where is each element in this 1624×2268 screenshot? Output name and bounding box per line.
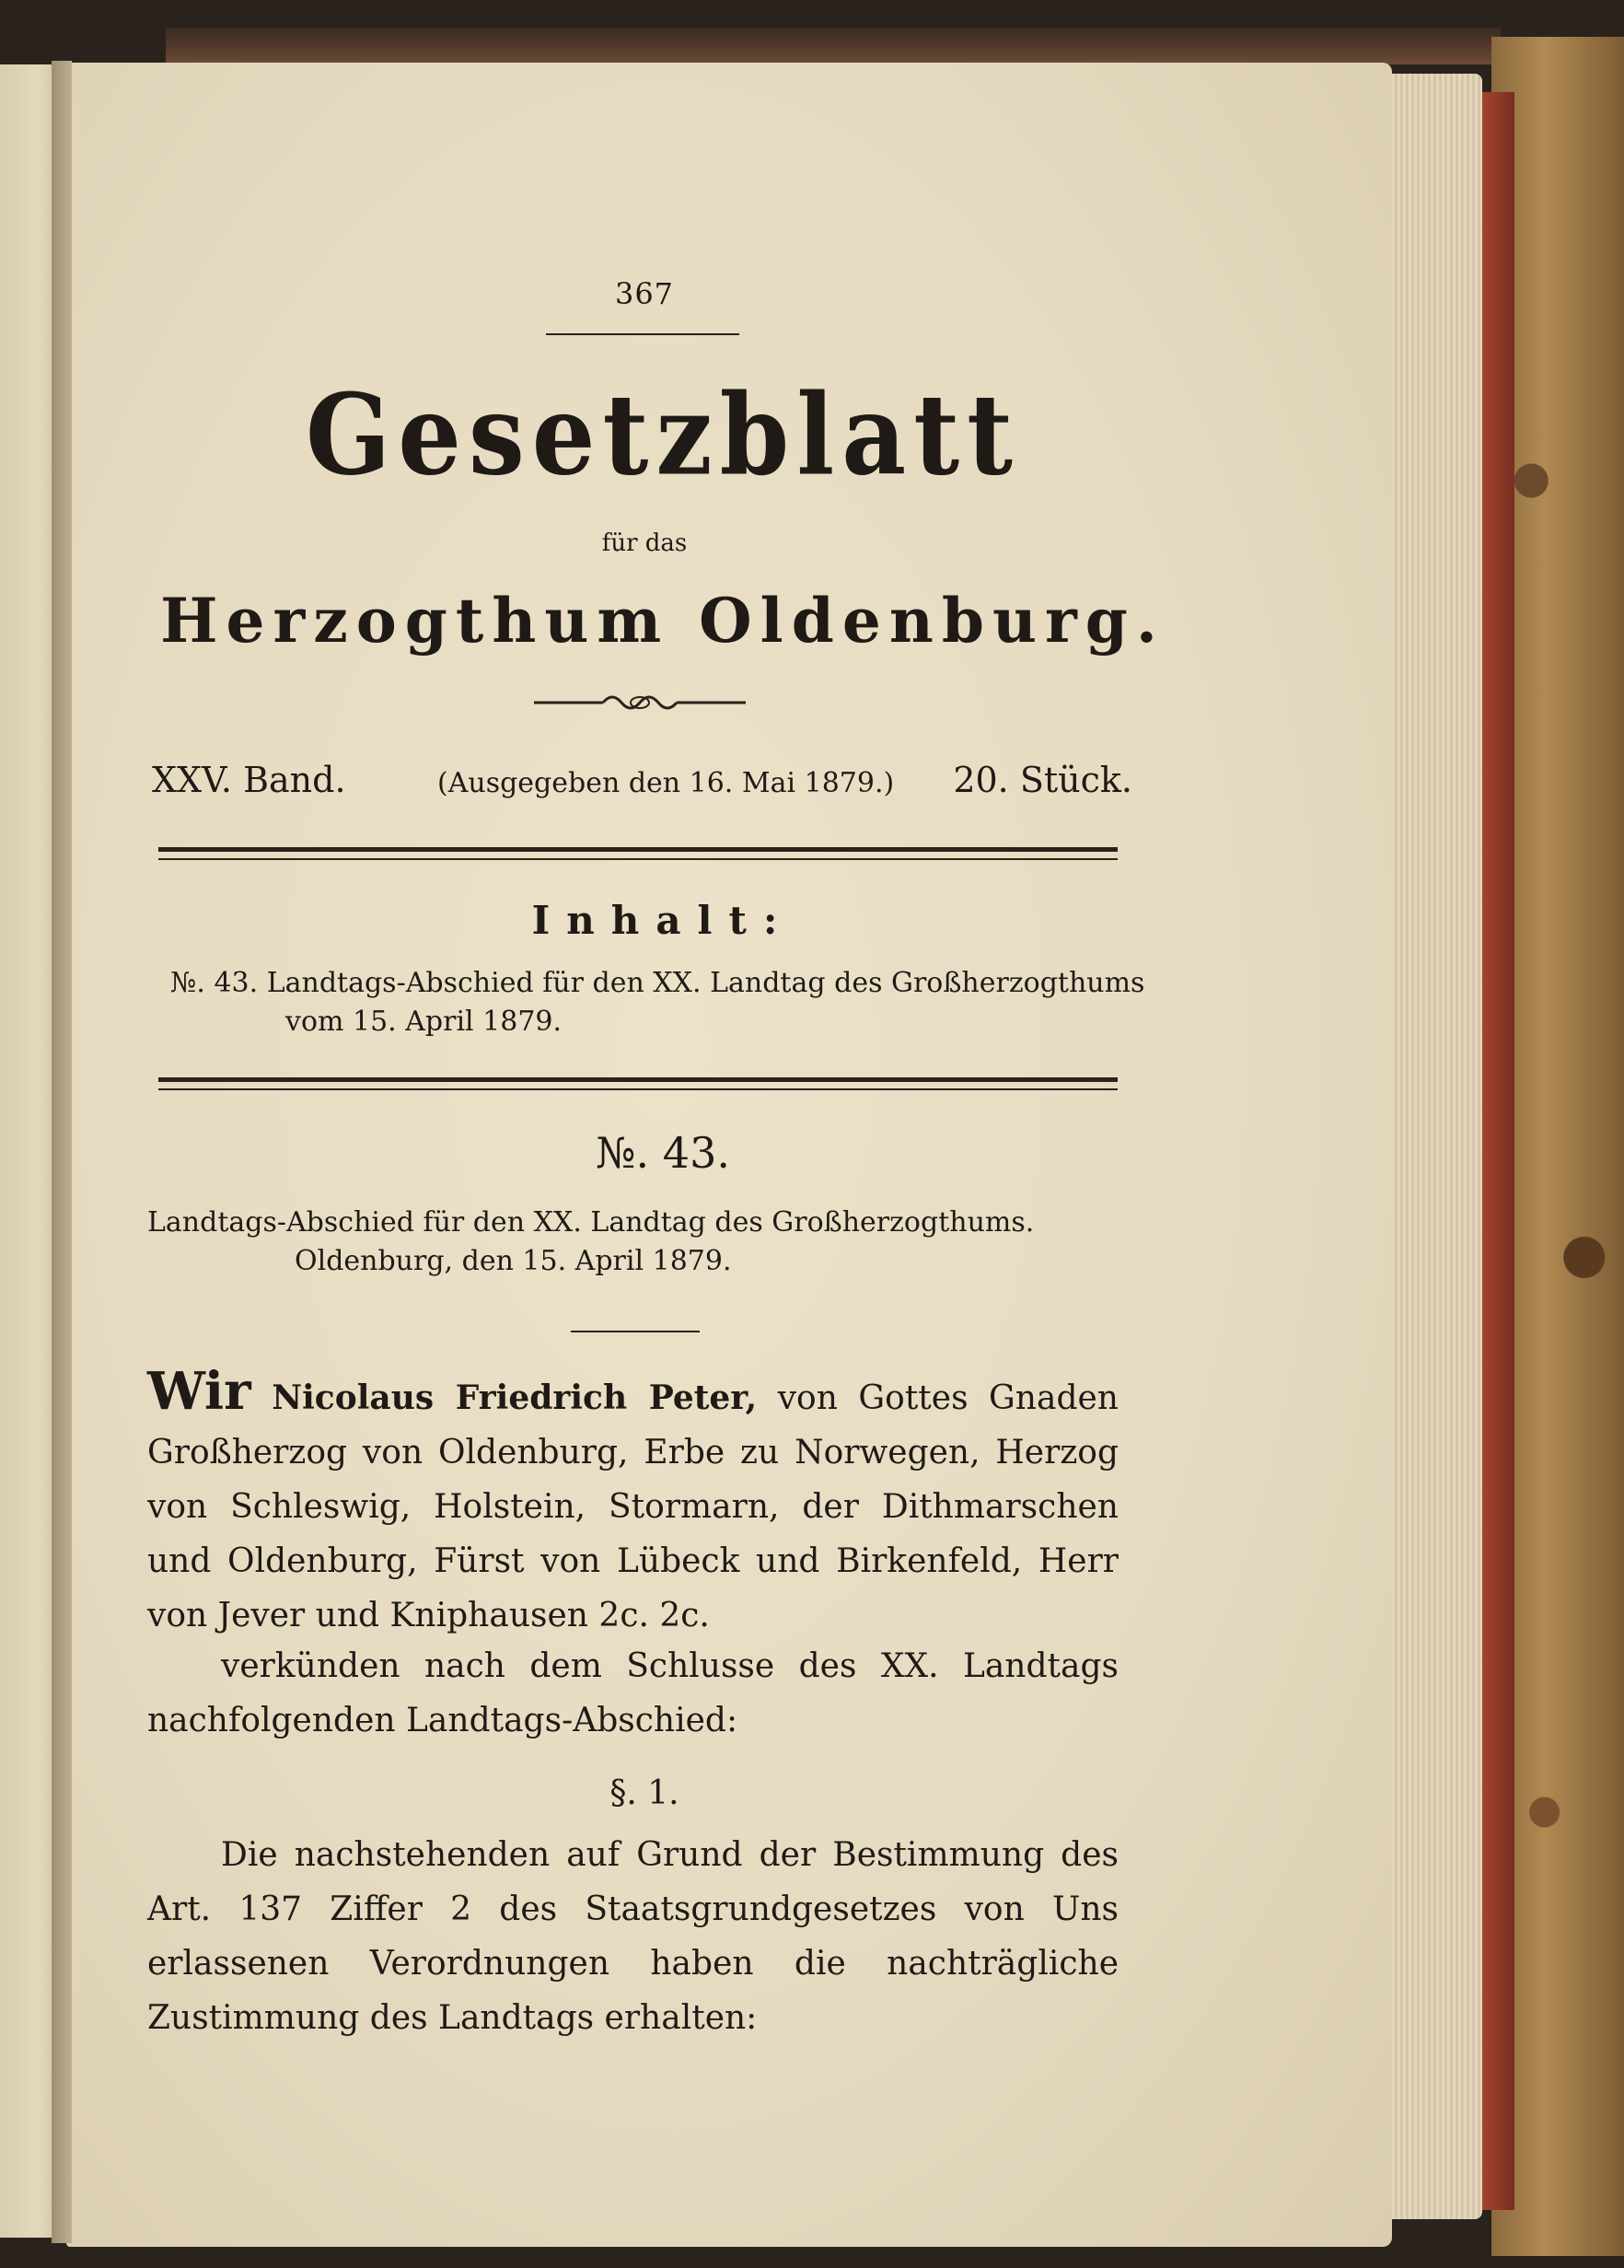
- document-number: №. 43.: [596, 1128, 730, 1178]
- document-title: Landtags-Abschied für den XX. Landtag des Großherzogthums.: [147, 1206, 1035, 1239]
- publication-subtitle: Herzogthum Oldenburg.: [160, 585, 1166, 657]
- issue-line: [152, 760, 1132, 815]
- title-connector: für das: [601, 529, 688, 557]
- intro-paragraph: [147, 1361, 1119, 1643]
- contents-heading: Inhalt:: [531, 898, 795, 943]
- page-stack-edges: [1381, 74, 1482, 2219]
- book-cover-top: [166, 28, 1501, 64]
- book-gutter: [52, 61, 72, 2243]
- publication-title: Gesetzblatt: [306, 370, 1020, 501]
- intro-name: Nicolaus Friedrich Peter,: [272, 1378, 758, 1417]
- issue-date: (Ausgegeben den 16. Mai 1879.): [437, 767, 895, 799]
- contents-entry-line1: №. 43. Landtags-Abschied für den XX. Landtag des Großherzogthums: [170, 967, 1145, 999]
- ornament-divider: [534, 689, 746, 716]
- intro-first-word: Wir: [147, 1361, 251, 1422]
- proclamation-paragraph: verkünden nach dem Schlusse des XX. Landtags nachfolgenden Landtags-Abschied:: [147, 1647, 1119, 1739]
- document-place-date: Oldenburg, den 15. April 1879.: [295, 1245, 732, 1277]
- page-number-rule: [546, 333, 739, 335]
- contents-entry-line2: vom 15. April 1879.: [285, 1006, 563, 1038]
- page-number: 367: [614, 276, 675, 311]
- section-paragraph: Die nachstehenden auf Grund der Bestimmung des Art. 137 Ziffer 2 des Staatsgrundgesetzes von Uns erlassenen Verordnungen haben die nachträgliche Zustimmung des Landtags erhalten:: [147, 1836, 1119, 2037]
- section-label: §. 1.: [609, 1774, 679, 1812]
- double-rule-bottom: [158, 1077, 1118, 1090]
- intro-text: von Gottes Gnaden Großherzog von Oldenburg, Erbe zu Norwegen, Herzog von Schleswig, Holstein, Stormarn, der Dithmarschen und Oldenburg, Fürst von Lübeck und Birkenfeld, Herr von Jever und Kniphausen 2c. 2c.: [147, 1379, 1119, 1634]
- issue-part: 20. Stück.: [953, 760, 1132, 800]
- double-rule-top: [158, 847, 1118, 860]
- short-rule: [571, 1331, 700, 1332]
- issue-volume: XXV. Band.: [152, 760, 346, 800]
